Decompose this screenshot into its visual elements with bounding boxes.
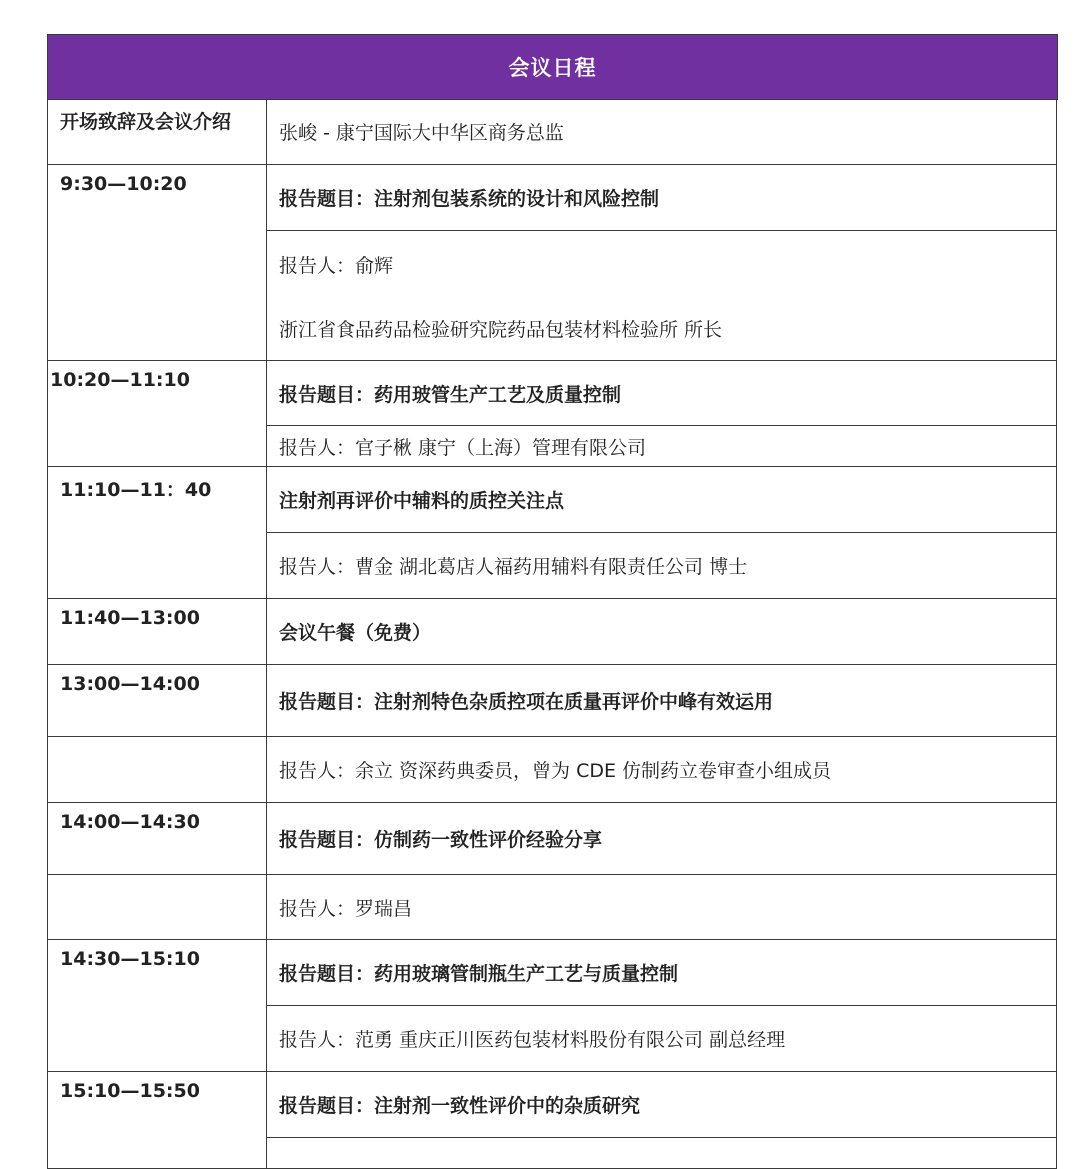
speaker-cell: 报告人：俞辉: [266, 231, 1057, 297]
table-title: 会议日程: [508, 56, 597, 80]
topic-cell: 会议午餐（免费）: [266, 599, 1057, 665]
time-cell: 15:10—15:50: [47, 1072, 266, 1169]
time-cell: 11:40—13:00: [47, 599, 266, 665]
agenda-table: [47, 34, 1058, 1169]
topic-cell: 报告题目：仿制药一致性评价经验分享: [266, 803, 1057, 875]
topic-cell: 报告题目：药用玻管生产工艺及质量控制: [266, 361, 1057, 426]
time-cell-empty: [47, 737, 266, 803]
time-cell: 14:00—14:30: [47, 803, 266, 875]
topic-cell: 报告题目：药用玻璃管制瓶生产工艺与质量控制: [266, 940, 1057, 1006]
time-cell: 9:30—10:20: [47, 165, 266, 361]
time-cell: 10:20—11:10: [47, 361, 266, 467]
time-cell: 11:10—11：40: [47, 467, 266, 599]
topic-cell: 注射剂再评价中辅料的质控关注点: [266, 467, 1057, 533]
time-cell: 开场致辞及会议介绍: [47, 99, 266, 165]
speaker-cell: 报告人：官子楸 康宁（上海）管理有限公司: [266, 426, 1057, 467]
speaker-cell: 报告人：曹金 湖北葛店人福药用辅料有限责任公司 博士: [266, 533, 1057, 599]
table-header: [47, 34, 1058, 100]
topic-cell: 报告题目：注射剂包装系统的设计和风险控制: [266, 165, 1057, 231]
speaker-cell: 报告人：余立 资深药典委员，曾为 CDE 仿制药立卷审查小组成员: [266, 737, 1057, 803]
topic-cell: 报告题目：注射剂特色杂质控项在质量再评价中峰有效运用: [266, 665, 1057, 737]
time-cell: 13:00—14:00: [47, 665, 266, 737]
speaker-cell-empty: [266, 1138, 1057, 1169]
affiliation-cell: 浙江省食品药品检验研究院药品包装材料检验所 所长: [266, 297, 1057, 361]
time-cell-empty: [47, 875, 266, 940]
speaker-cell: 报告人：范勇 重庆正川医药包装材料股份有限公司 副总经理: [266, 1006, 1057, 1072]
topic-cell: 报告题目：注射剂一致性评价中的杂质研究: [266, 1072, 1057, 1138]
time-cell: 14:30—15:10: [47, 940, 266, 1072]
speaker-cell: 报告人：罗瑞昌: [266, 875, 1057, 940]
opening-speaker-cell: 张峻 - 康宁国际大中华区商务总监: [266, 99, 1057, 165]
